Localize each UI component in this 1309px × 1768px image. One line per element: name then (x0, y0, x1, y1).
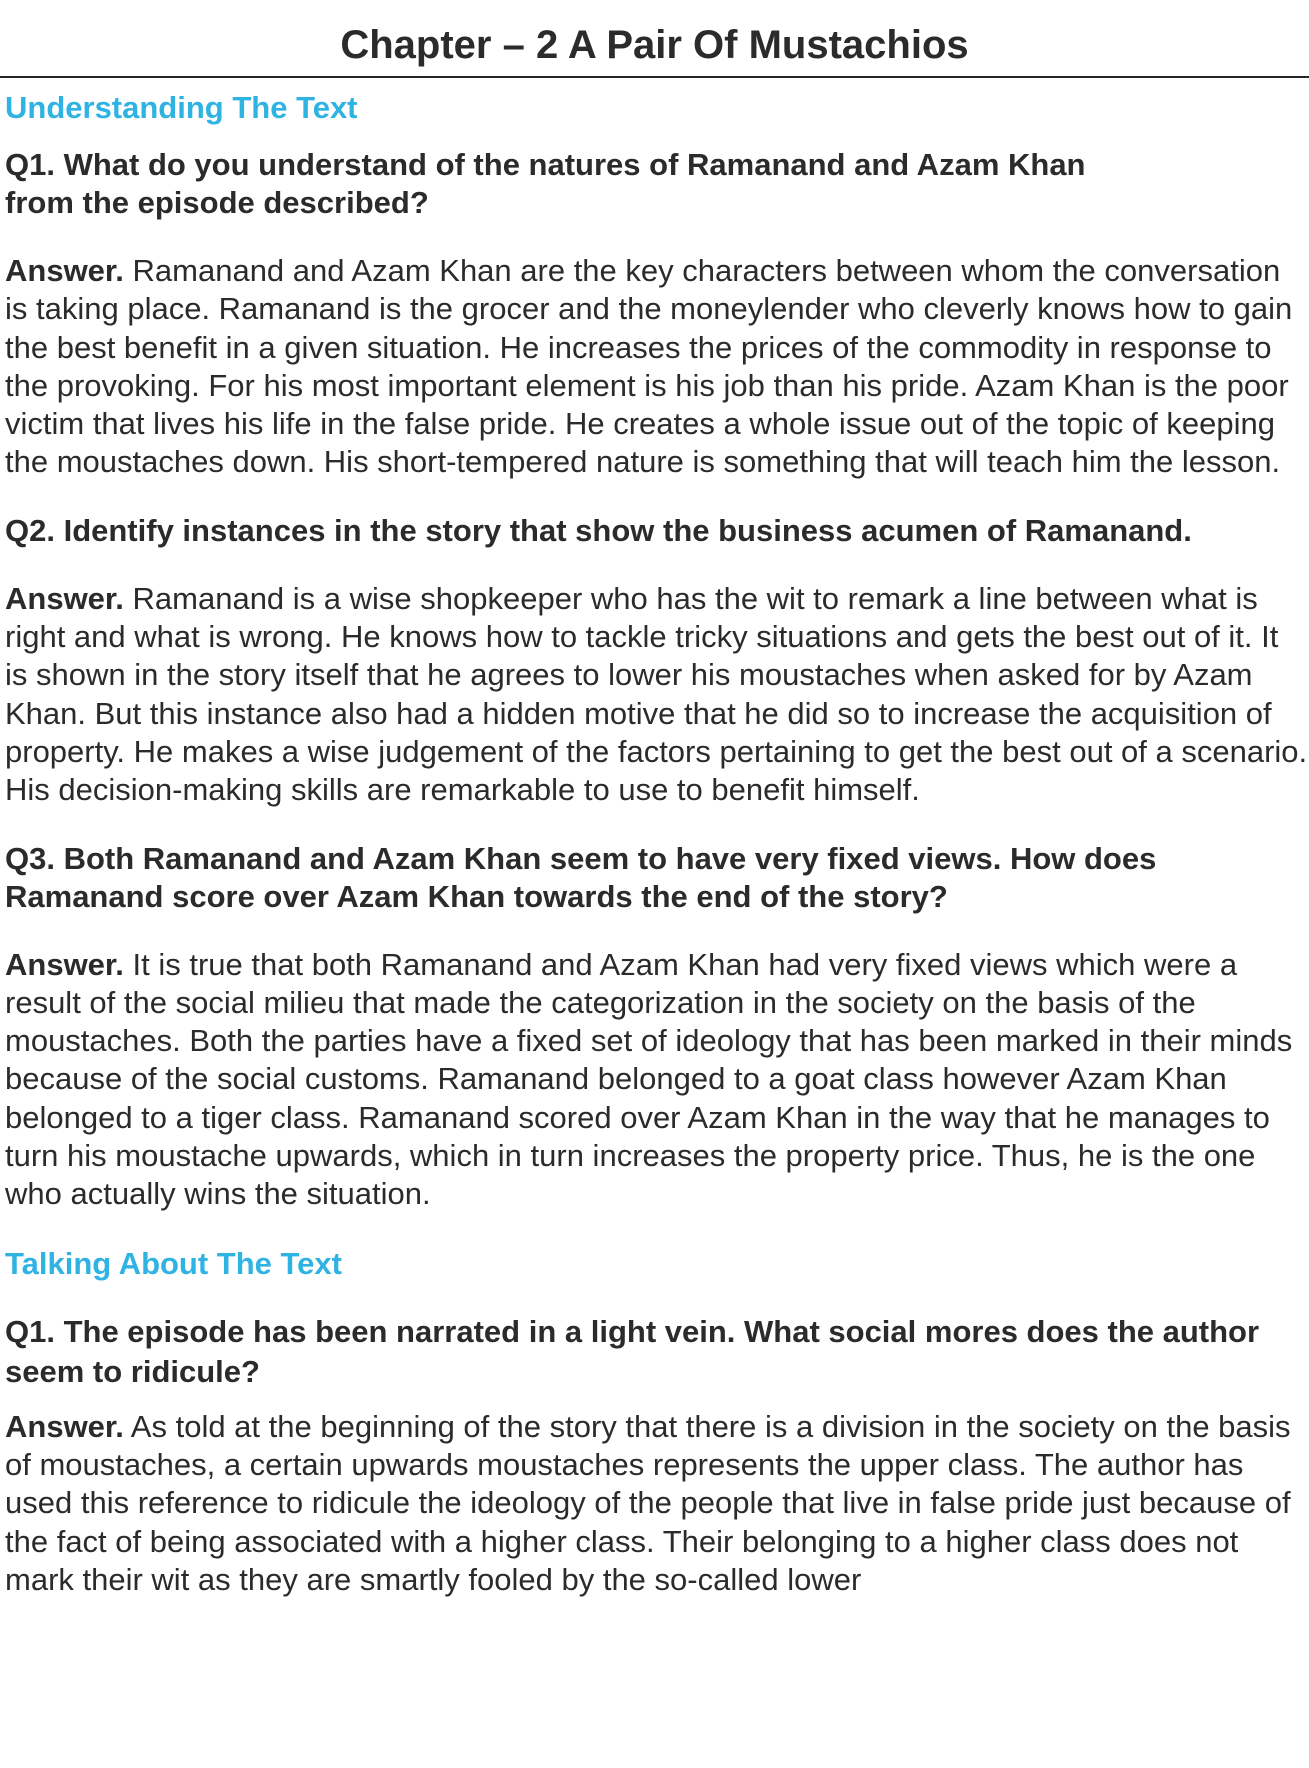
section-heading-talking: Talking About The Text (5, 1245, 342, 1281)
answer-label: Answer. (5, 946, 124, 982)
answer-text: It is true that both Ramanand and Azam Khan had very fixed views which were a result of the social milieu that made the categorization in the society on the basis of the moustaches. Both the parties have a fixed set of ideology that has been marked in their minds because of the social customs. Ramanand belonged to a goat class however Azam Khan belonged to a tiger class. Ramanand scored over Azam Khan in the way that he manages to turn his moustache upwards, which in turn increases the property price. Thus, he is the one who actually wins the situation. (5, 946, 1293, 1212)
answer-talking-1 (5, 1408, 1308, 1599)
answer-text: As told at the beginning of the story that there is a division in the society on the basis of moustaches, a certain upwards moustaches represents the upper class. The author has used this reference to ridicule the ideology of the people that live in false pride just because of the fact of being associated with a higher class. Their belonging to a higher class does not mark their wit as they are smartly fooled by the so-called lower (5, 1408, 1291, 1597)
document-body (5, 90, 1308, 1599)
question-1: Q1. What do you understand of the natures of Ramanand and Azam Khan from the episode described? (5, 147, 1086, 220)
answer-label: Answer. (5, 1408, 124, 1444)
title-divider (0, 76, 1309, 78)
page-title: Chapter – 2 A Pair Of Mustachios (340, 22, 969, 67)
answer-text: Ramanand is a wise shopkeeper who has the wit to remark a line between what is right and what is wrong. He knows how to tackle tricky situations and gets the best out of it. It is shown in the story itself that he agrees to lower his moustaches when asked for by Azam Khan. But this instance also had a hidden motive that he did so to increase the acquisition of property. He makes a wise judgement of the factors pertaining to get the best out of a scenario. His decision-making skills are remarkable to use to benefit himself. (5, 580, 1308, 808)
answer-2 (5, 580, 1308, 810)
question-talking-1: Q1. The episode has been narrated in a light vein. What social mores does the author seem to ridicule? (5, 1313, 1260, 1389)
answer-label: Answer. (5, 580, 124, 616)
question-3: Q3. Both Ramanand and Azam Khan seem to have very fixed views. How does Ramanand score over Azam Khan towards the end of the story? (5, 840, 1157, 914)
answer-3 (5, 946, 1308, 1214)
answer-label: Answer. (5, 253, 124, 288)
question-2: Q2. Identify instances in the story that show the business acumen of Ramanand. (5, 512, 1192, 548)
answer-text: Ramanand and Azam Khan are the key characters between whom the conversation is taking place. Ramanand is the grocer and the moneylender who cleverly knows how to gain the best benefit in a given situation. He increases the prices of the commodity in response to the provoking. For his most important element is his job than his pride. Azam Khan is the poor victim that lives his life in the false pride. He creates a whole issue out of the topic of keeping the moustaches down. His short-tempered nature is something that will teach him the lesson. (5, 253, 1293, 480)
answer-1 (5, 252, 1308, 482)
section-heading-understanding: Understanding The Text (5, 90, 358, 125)
